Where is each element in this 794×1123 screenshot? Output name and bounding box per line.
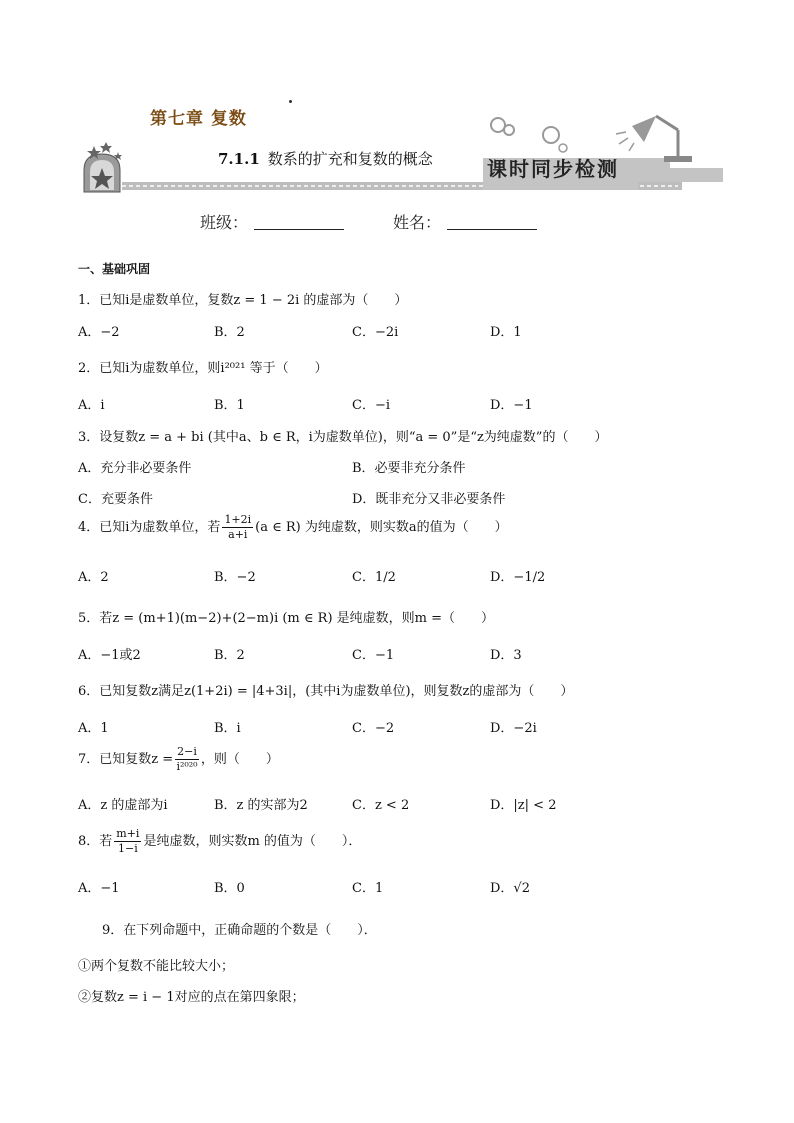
lesson-title: 数系的扩充和复数的概念 [267, 150, 433, 168]
q6-option-c: C．−2 [352, 721, 395, 736]
class-blank[interactable] [254, 215, 344, 230]
class-label: 班级： [200, 213, 249, 232]
q1-option-b: B．2 [214, 325, 245, 340]
q6-option-d: D．−2i [490, 721, 537, 736]
section-title: 一、基础巩固 [78, 262, 151, 276]
q7-fraction [175, 745, 199, 774]
q5-option-a: A．−1或2 [78, 648, 141, 663]
q7-stem-post: ，则（ ） [200, 752, 279, 767]
question-6: 6．已知复数z满足z(1+2i) = |4+3i|，(其中i为虚数单位)，则复数z的虚部为（ ） [78, 684, 574, 699]
q5-option-b: B．2 [214, 648, 245, 663]
q5-option-c: C．−1 [352, 648, 395, 663]
question-9: 9．在下列命题中，正确命题的个数是（ ）． [102, 923, 377, 938]
question-4 [78, 513, 508, 542]
q1-option-d: D．1 [490, 325, 522, 340]
q3-option-c: C．充要条件 [78, 492, 153, 507]
class-field [200, 210, 344, 233]
banner-title: 课时同步检测 [487, 157, 619, 181]
q4-frac-num: 1+2i [224, 513, 252, 526]
question-5: 5．若z = (m+1)(m−2)+(2−m)i (m ∈ R) 是纯虚数，则m =（ ） [78, 611, 494, 626]
q7-option-b: B．z 的实部为2 [214, 798, 308, 813]
q7-option-d: D．|z| < 2 [490, 798, 557, 813]
question-3: 3．设复数z = a + bi (其中a、b ∈ R，i为虚数单位)，则“a = 0”是“z为纯虚数”的（ ） [78, 430, 608, 445]
q8-option-a: A．−1 [78, 881, 120, 896]
q4-option-a: A．2 [78, 570, 109, 585]
name-blank[interactable] [447, 215, 537, 230]
q8-option-c: C．1 [352, 881, 384, 896]
q3-option-a: A．充分非必要条件 [78, 461, 192, 476]
q7-frac-num: 2−i [177, 745, 197, 758]
question-8 [78, 827, 361, 856]
question-2: 2．已知i为虚数单位，则i²⁰²¹ 等于（ ） [78, 361, 328, 376]
q8-option-d: D．√2 [490, 881, 530, 896]
question-7 [78, 745, 279, 774]
chapter-title: 第七章 复数 [150, 109, 247, 129]
q4-stem-post: (a ∈ R) 为纯虚数，则实数a的值为（ ） [255, 520, 508, 535]
q8-stem-post: 是纯虚数，则实数m 的值为（ ）． [143, 834, 362, 849]
q9-item-2: ②复数z = i − 1对应的点在第四象限； [78, 990, 305, 1005]
q9-item-1: ①两个复数不能比较大小； [78, 959, 235, 974]
q6-option-a: A．1 [78, 721, 109, 736]
q2-option-b: B．1 [214, 398, 245, 413]
q7-stem-pre: 7．已知复数z = [78, 752, 174, 767]
q8-frac-num: m+i [116, 827, 140, 840]
name-label: 姓名： [393, 213, 442, 232]
q2-option-c: C．−i [352, 398, 390, 413]
q4-option-d: D．−1/2 [490, 570, 546, 585]
q8-frac-den: 1−i [118, 842, 138, 855]
question-1: 1．已知i是虚数单位，复数z = 1 − 2i 的虚部为（ ） [78, 293, 408, 308]
q4-option-c: C．1/2 [352, 570, 396, 585]
name-field [393, 210, 537, 233]
q4-fraction [222, 513, 253, 542]
q8-fraction [114, 827, 141, 856]
header-dot [289, 100, 292, 103]
lesson-heading [218, 148, 433, 169]
q4-frac-den: a+i [228, 528, 248, 541]
q4-stem-pre: 4．已知i为虚数单位，若 [78, 520, 221, 535]
q8-stem-pre: 8．若 [78, 834, 113, 849]
q5-option-d: D．3 [490, 648, 522, 663]
q6-option-b: B．i [214, 721, 241, 736]
q7-frac-den: i²⁰²⁰ [176, 760, 198, 773]
q8-option-b: B．0 [214, 881, 245, 896]
q3-option-d: D．既非充分又非必要条件 [352, 492, 506, 507]
q7-option-c: C．z < 2 [352, 798, 410, 813]
q3-option-b: B．必要非充分条件 [352, 461, 466, 476]
q2-option-a: A．i [78, 398, 105, 413]
q1-option-c: C．−2i [352, 325, 399, 340]
q4-option-b: B．−2 [214, 570, 256, 585]
lesson-number: 7.1.1 [218, 150, 260, 168]
q2-option-d: D．−1 [490, 398, 533, 413]
q1-option-a: A．−2 [78, 325, 120, 340]
q7-option-a: A．z 的虚部为i [78, 798, 168, 813]
